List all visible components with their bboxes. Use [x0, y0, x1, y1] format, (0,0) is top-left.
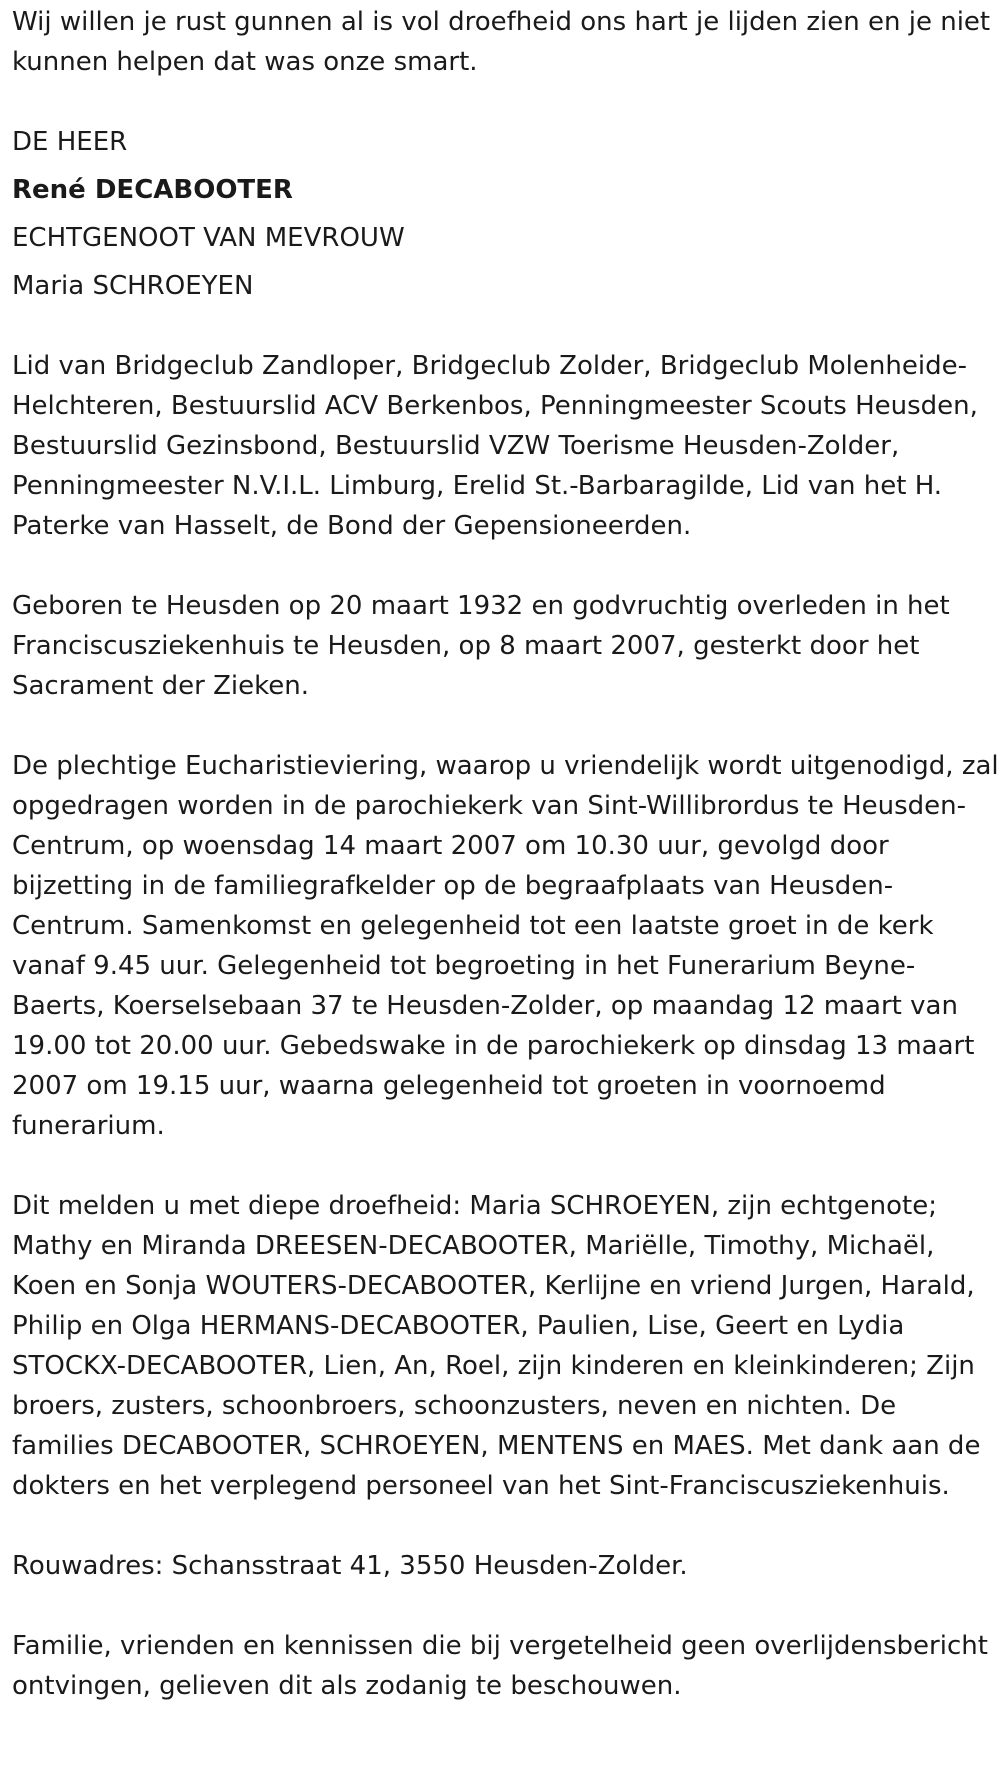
salutation: DE HEER: [12, 127, 128, 157]
relation-line: ECHTGENOOT VAN MEVROUW: [12, 223, 405, 253]
address-paragraph: Rouwadres: Schansstraat 41, 3550 Heusden-Zolder.: [12, 1551, 688, 1581]
family-paragraph: Dit melden u met diepe droefheid: Maria SCHROEYEN, zijn echtgenote; Mathy en Miranda DREESEN-DECABOOTER, Mariëlle, Timothy, Michaël, Koen en Sonja WOUTERS-DECABOOTER, Kerlijne en vriend Jurgen, Harald, Philip en Olga HERMANS-DECABOOTER, Paulien, Lise, Geert en Lydia STOCKX-DECABOOTER, Lien, An, Roel, zijn kinderen en kleinkinderen; Zijn broers, zusters, schoonbroers, schoonzusters, neven en nichten. De families DECABOOTER, SCHROEYEN, MENTENS en MAES. Met dank aan de dokters en het verplegend personeel van het Sint-Franciscusziekenhuis.: [12, 1191, 981, 1501]
deceased-name: René DECABOOTER: [12, 175, 293, 205]
ceremony-paragraph: De plechtige Eucharistieviering, waarop u vriendelijk wordt uitgenodigd, zal opgedragen worden in de parochiekerk van Sint-Willibrordus te Heusden-Centrum, op woensdag 14 maart 2007 om 10.30 uur, gevolgd door bijzetting in de familiegrafkelder op de begraafplaats van Heusden-Centrum. Samenkomst en gelegenheid tot een laatste groet in de kerk vanaf 9.45 uur. Gelegenheid tot begroeting in het Funerarium Beyne-Baerts, Koerselsebaan 37 te Heusden-Zolder, op maandag 12 maart van 19.00 tot 20.00 uur. Gebedswake in de parochiekerk op dinsdag 13 maart 2007 om 19.15 uur, waarna gelegenheid tot groeten in voornoemd funerarium.: [12, 751, 999, 1141]
intro-paragraph: Wij willen je rust gunnen al is vol droefheid ons hart je lijden zien en je niet kunnen helpen dat was onze smart.: [12, 7, 991, 77]
memberships-paragraph: Lid van Bridgeclub Zandloper, Bridgeclub Zolder, Bridgeclub Molenheide-Helchteren, Bestuurslid ACV Berkenbos, Penningmeester Scouts Heusden, Bestuurslid Gezinsbond, Bestuurslid VZW Toerisme Heusden-Zolder, Penningmeester N.V.I.L. Limburg, Erelid St.-Barbaragilde, Lid van het H. Paterke van Hasselt, de Bond der Gepensioneerden.: [12, 351, 978, 541]
birth-death-paragraph: Geboren te Heusden op 20 maart 1932 en godvruchtig overleden in het Franciscusziekenhuis te Heusden, op 8 maart 2007, gesterkt door het Sacrament der Zieken.: [12, 591, 950, 701]
deceased-block: [12, 122, 1000, 306]
closing-paragraph: Familie, vrienden en kennissen die bij vergetelheid geen overlijdensbericht ontvingen, gelieven dit als zodanig te beschouwen.: [12, 1631, 988, 1701]
spouse-name: Maria SCHROEYEN: [12, 271, 254, 301]
